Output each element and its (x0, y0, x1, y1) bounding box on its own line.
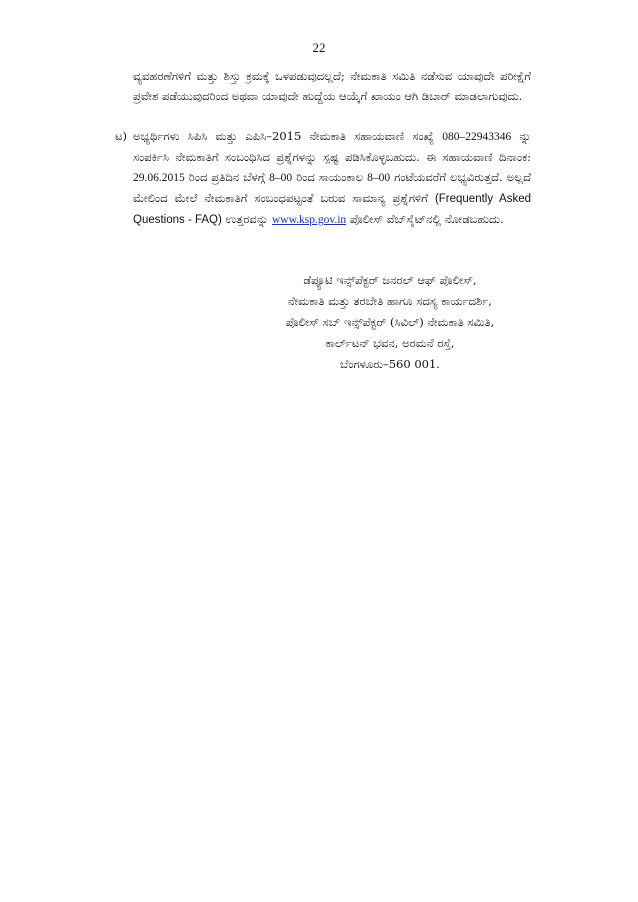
helpline-end-time: 8–00 (367, 172, 391, 184)
helpline-start-time: 8–00 (269, 172, 293, 184)
helpline-text-part6: ಉತ್ತರವನ್ನು (225, 212, 269, 226)
helpline-text-part1: ಅಭ್ಯರ್ಥಿಗಳು ಸಿಪಿಸಿ ಮತ್ತು ಎಪಿಸಿ–2015 ನೇಮಕಾತಿ ಸಹಾಯವಾಣಿ ಸಂಖ್ಯೆ (133, 129, 434, 143)
signature-designation: ಡೆಪ್ಯೂಟಿ ಇನ್ಸ್‌ಪೆಕ್ಟರ್ ಜನರಲ್ ಆಫ್ ಪೊಲೀಸ್, (303, 273, 477, 287)
helpline-paragraph (133, 126, 531, 230)
list-item-marker: ಟ) (115, 129, 127, 143)
signature-department: ನೇಮಕಾತಿ ಮತ್ತು ತರಬೇತಿ ಹಾಗೂ ಸದಸ್ಯ ಕಾರ್ಯದರ್ಶಿ, (288, 294, 492, 308)
helpline-list-item (115, 126, 531, 230)
faq-label: (Frequently Asked Questions - FAQ) (133, 193, 532, 226)
signature-address-city: ಬೆಂಗಳೂರು–560 001. (340, 357, 440, 371)
ksp-website-link[interactable]: www.ksp.gov.in (271, 214, 347, 226)
helpline-start-date: 29.06.2015 (133, 172, 185, 184)
signature-committee: ಪೊಲೀಸ್ ಸಬ್ ಇನ್ಸ್‌ಪೆಕ್ಟರ್ (ಸಿವಿಲ್) ನೇಮಕಾತಿ ಸಮಿತಿ, (285, 315, 495, 329)
helpline-text-part5: ಗಂಟೆಯವರೆಗೆ ಲಭ್ಯವಿರುತ್ತದೆ. ಅಲ್ಲದೆ ಮೇಲಿಂದ ಮೇಲೆ ನೇಮಕಾತಿಗೆ ಸಂಬಂಧಪಟ್ಟಂತೆ ಬರುವ ಸಾಮಾನ್ಯ ಪ್ರಶ್ನೆಗಳಿಗೆ (133, 170, 532, 205)
signature-address-street: ಕಾರ್ಲ್‌ಟನ್ ಭವನ, ಅರಮನೆ ರಸ್ತೆ, (325, 336, 455, 350)
helpline-text-part2: ನ್ನು ಸಂಪರ್ಕಿಸಿ ನೇಮಕಾತಿಗೆ ಸಂಬಂಧಿಸಿದ ಪ್ರಶ್ನೆಗಳನ್ನು ಸ್ಪಷ್ಟ ಪಡಿಸಿಕೊಳ್ಳಬಹುದು. ಈ ಸಹಾಯವಾಣಿ ದಿನಾಂಕ: (133, 129, 532, 164)
signature-block (230, 270, 550, 375)
helpline-text-part7: ಪೊಲೀಸ್ ವೆಬ್‌ಸೈಟ್‌ನಲ್ಲಿ ನೋಡಬಹುದು. (349, 212, 504, 226)
paragraph-debar-notice: ವ್ಯವಹರಣೆಗಳಿಗೆ ಮತ್ತು ಶಿಸ್ತು ಕ್ರಮಕ್ಕೆ ಒಳಪಡುವುದಲ್ಲದೆ; ನೇಮಕಾತಿ ಸಮಿತಿ ನಡೆಸುವ ಯಾವುದೇ ಪರೀಕ್ಷೆಗೆ ಪ್ರವೇಶ ಪಡೆಯುವುದರಿಂದ ಅಥವಾ ಯಾವುದೇ ಹುದ್ದೆಯ ಆಯ್ಕೆಗೆ ಖಾಯಂ ಆಗಿ ಡಿಬಾರ್ ಮಾಡಲಾಗುವುದು. (133, 69, 531, 103)
helpline-text-part3: ರಿಂದ ಪ್ರತಿದಿನ ಬೆಳಗ್ಗೆ (188, 170, 266, 184)
helpline-text-part4: ರಿಂದ ಸಾಯಂಕಾಲ (296, 170, 364, 184)
helpline-phone-number: 080–22943346 (442, 131, 512, 143)
page-number: 22 (312, 40, 326, 55)
